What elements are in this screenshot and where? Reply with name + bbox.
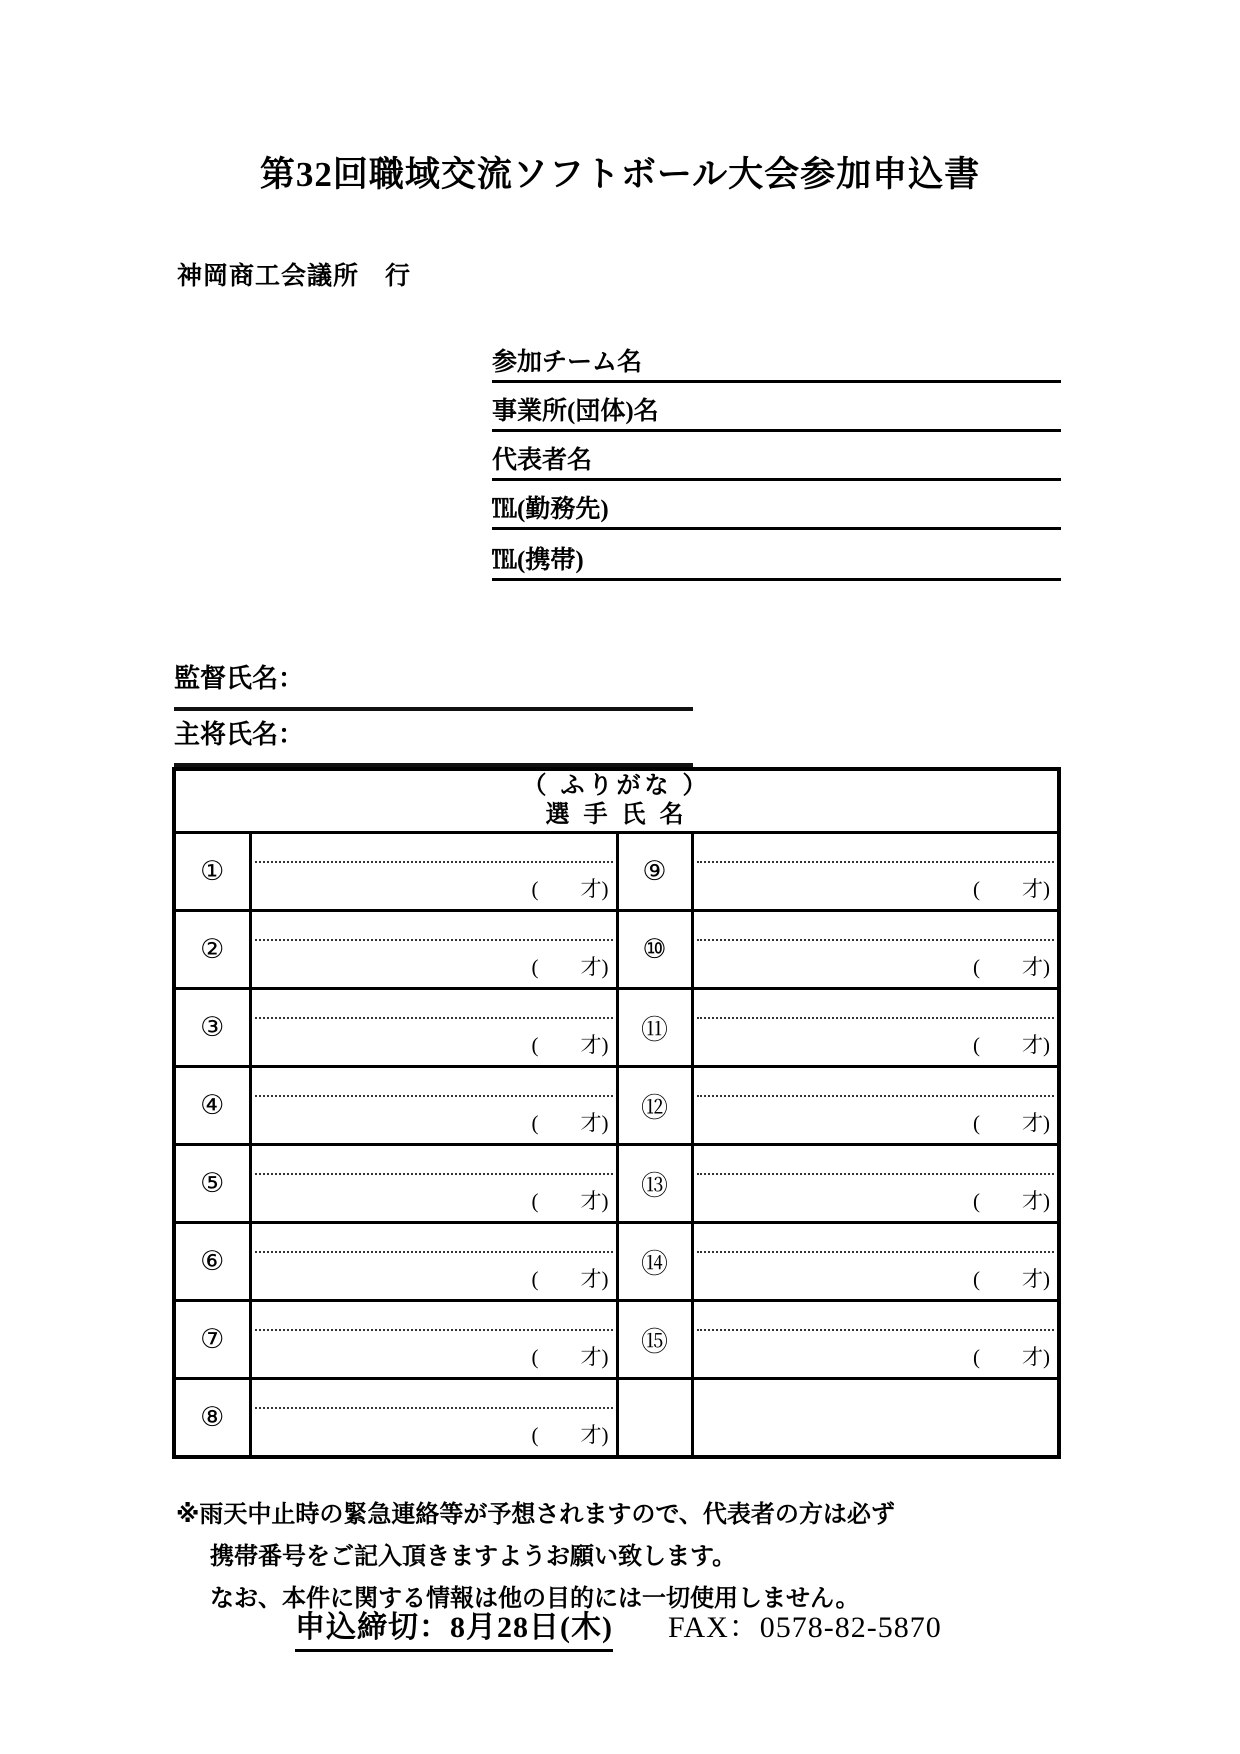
table-row [174,1145,1059,1223]
furigana-separator-line [255,1173,613,1175]
furigana-separator-line [255,1329,613,1331]
manager-name-field [174,651,693,711]
player-number-cell: ⑭ [617,1223,692,1301]
table-row [174,911,1059,989]
table-row [174,1301,1059,1379]
player-name-cell [250,1301,617,1379]
player-name-cell [692,1067,1059,1145]
player-number-cell: ⑪ [617,989,692,1067]
furigana-separator-line [697,1095,1055,1097]
organization-name-field [492,391,1061,432]
player-name-cell [692,1145,1059,1223]
age-placeholder: ( 才) [973,1189,1050,1213]
fax-number: FAX：0578-82-5870 [668,1611,942,1644]
player-number-cell: ① [174,833,250,911]
player-name-cell [692,833,1059,911]
player-name-cell [250,833,617,911]
organization-name-label: 事業所(団体)名 [492,398,659,425]
player-number-cell: ③ [174,989,250,1067]
age-placeholder: ( 才) [531,1111,609,1135]
player-name-cell [692,911,1059,989]
age-placeholder: ( 才) [531,955,609,979]
captain-name-field [174,707,693,767]
furigana-separator-line [255,1095,613,1097]
player-number-cell: ⑥ [174,1223,250,1301]
manager-name-label: 監督氏名： [174,664,305,693]
furigana-separator-line [697,861,1055,863]
player-name-header: 選 手 氏 名 [545,802,688,828]
player-number-cell: ⑮ [617,1301,692,1379]
player-number-cell: ⑫ [617,1067,692,1145]
age-placeholder: ( 才) [973,1111,1050,1135]
table-row [174,1223,1059,1301]
furigana-separator-line [255,1407,613,1409]
furigana-separator-line [697,1173,1055,1175]
table-row [174,1067,1059,1145]
table-row [174,833,1059,911]
player-name-cell [250,989,617,1067]
furigana-separator-line [697,939,1055,941]
tel-work-field [492,489,1061,530]
player-number-cell: ⑬ [617,1145,692,1223]
furigana-separator-line [255,861,613,863]
furigana-separator-line [697,1251,1055,1253]
player-name-cell [692,1301,1059,1379]
player-number-cell: ⑤ [174,1145,250,1223]
table-row [174,1379,1059,1458]
age-placeholder: ( 才) [531,1033,609,1057]
age-placeholder: ( 才) [973,1267,1050,1291]
page-title: 第32回職域交流ソフトボール大会参加申込書 [259,155,981,195]
player-number-cell-empty [617,1379,692,1458]
player-name-cell [250,1223,617,1301]
player-name-cell [692,1223,1059,1301]
note-line: 携帯番号をご記入頂きますようお願い致します。 [210,1543,737,1570]
tel-mobile-label: ℡(携帯) [492,547,584,574]
age-placeholder: ( 才) [973,877,1050,901]
player-name-cell-empty [692,1379,1059,1458]
representative-name-label: 代表者名 [492,447,593,474]
captain-name-label: 主将氏名： [174,720,305,749]
player-name-cell [250,1379,617,1458]
furigana-separator-line [255,1251,613,1253]
age-placeholder: ( 才) [973,1345,1050,1369]
age-placeholder: ( 才) [973,1033,1050,1057]
roster-header-row [174,769,1059,833]
note-line: ※雨天中止時の緊急連絡等が予想されますので、代表者の方は必ず [176,1501,895,1528]
age-placeholder: ( 才) [531,1267,609,1291]
age-placeholder: ( 才) [973,955,1050,979]
age-placeholder: ( 才) [531,1345,609,1369]
age-placeholder: ( 才) [531,877,609,901]
furigana-separator-line [697,1017,1055,1019]
player-roster-table [172,767,1061,1459]
player-name-cell [250,1067,617,1145]
addressee-line: 神岡商工会議所 行 [177,263,412,290]
player-number-cell: ② [174,911,250,989]
team-name-field [492,342,1061,383]
player-number-cell: ④ [174,1067,250,1145]
team-name-label: 参加チーム名 [492,349,643,376]
furigana-separator-line [255,1017,613,1019]
note-line: なお、本件に関する情報は他の目的には一切使用しません。 [210,1585,860,1612]
furigana-header: （ ふりがな ） [522,773,711,799]
player-name-cell [250,1145,617,1223]
player-number-cell: ⑦ [174,1301,250,1379]
player-name-cell [692,989,1059,1067]
age-placeholder: ( 才) [531,1423,609,1447]
roster-header-cell [174,769,1059,833]
age-placeholder: ( 才) [531,1189,609,1213]
tel-work-label: ℡(勤務先) [492,496,609,523]
player-number-cell: ⑩ [617,911,692,989]
representative-name-field [492,440,1061,481]
player-number-cell: ⑨ [617,833,692,911]
furigana-separator-line [697,1329,1055,1331]
deadline-text: 申込締切：8月28日(木) [295,1602,613,1652]
player-number-cell: ⑧ [174,1379,250,1458]
table-row [174,989,1059,1067]
furigana-separator-line [255,939,613,941]
tel-mobile-field [492,540,1061,581]
player-name-cell [250,911,617,989]
